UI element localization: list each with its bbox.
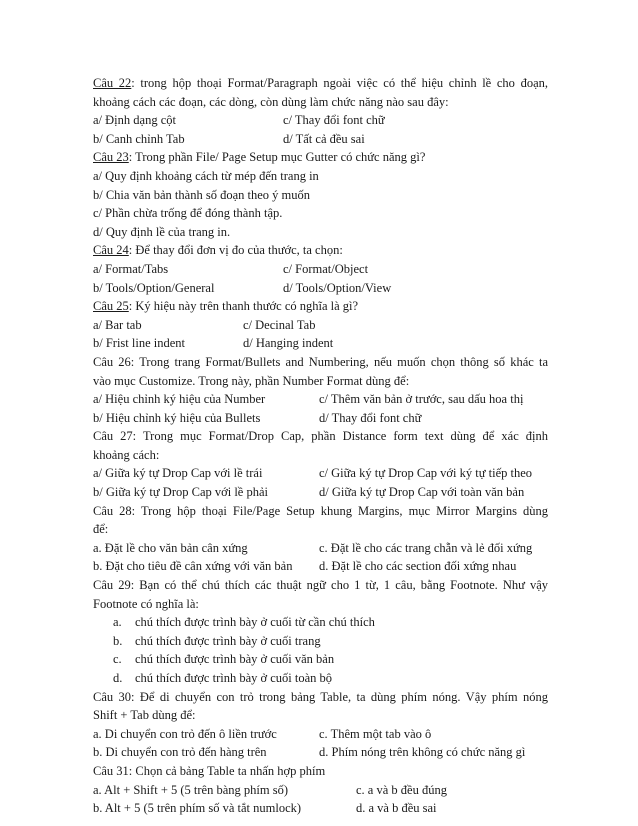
option-b: b. Di chuyển con trỏ đến hàng trên [93, 745, 267, 760]
option-c: c/ Decinal Tab [243, 317, 316, 332]
option-c: c. a và b đều đúng [356, 782, 447, 797]
option-d: d/ Tất cả đều sai [283, 131, 365, 146]
option-b: b/ Giữa ký tự Drop Cap với lề phải [93, 485, 268, 500]
option-a: a. Đặt lề cho văn bản cân xứng [93, 540, 248, 555]
option-b: b/ Canh chỉnh Tab [93, 131, 185, 146]
question-28-line-2: để: [93, 522, 109, 537]
question-23-text: Câu 23: Trong phần File/ Page Setup mục Gutter có chức năng gì? [93, 150, 426, 165]
question-30-options-row-2 [93, 743, 548, 762]
question-28-options-row-2 [93, 557, 548, 576]
question-24-text: Câu 24: Để thay đổi đơn vị đo của thước, ta chọn: [93, 243, 343, 258]
option-c: c/ Format/Object [283, 261, 369, 276]
list-marker: d. [113, 671, 123, 685]
option-d: d. a và b đều sai [356, 801, 437, 816]
question-30-options-row-1 [93, 725, 548, 744]
option-a: a/ Bar tab [93, 317, 142, 332]
question-22-line-2: khoảng cách các đoạn, các dòng, còn dùng làm chức năng nào sau đây: [93, 94, 449, 109]
list-marker: a. [113, 615, 122, 630]
list-marker: c. [113, 652, 122, 667]
option-c: c/ Thêm văn bản ở trước, sau dấu hoa thị [319, 392, 524, 407]
question-29-options-list [93, 613, 548, 687]
question-25-options-row-2 [93, 334, 548, 353]
option-a: a/ Định dạng cột [93, 113, 176, 128]
document-page [93, 74, 548, 818]
option-d: d/ Giữa ký tự Drop Cap với toàn văn bản [319, 485, 525, 500]
question-27-line-1: Câu 27: Trong mục Format/Drop Cap, phần Distance form text dùng để xác định [93, 429, 548, 444]
list-item [113, 650, 548, 669]
question-24-options-row-1 [93, 260, 548, 279]
question-31-options-row-1 [93, 781, 548, 800]
question-30-line-2: Shift + Tab dùng để: [93, 708, 196, 723]
option-a: a. Alt + Shift + 5 (5 trên bàng phím số) [93, 782, 288, 797]
question-27-options-row-2 [93, 483, 548, 502]
list-item [113, 632, 548, 651]
option-b: b/ Frist line indent [93, 336, 186, 351]
option-d: d/ Thay đổi font chữ [319, 410, 422, 425]
option-a: a. Di chuyển con trỏ đến ô liền trước [93, 726, 277, 741]
question-26-options-row-1 [93, 390, 548, 409]
option-c: chú thích được trình bày ở cuối văn bản [135, 652, 335, 667]
option-d: d/ Quy định lề của trang in. [93, 224, 231, 239]
option-d: d/ Hanging indent [243, 336, 334, 351]
option-c: c/ Thay đổi font chữ [283, 113, 385, 128]
question-29-line-2: Footnote có nghĩa là: [93, 596, 199, 611]
question-26-line-1: Câu 26: Trong trang Format/Bullets and Numbering, nếu muốn chọn thông số khác ta [93, 354, 548, 369]
option-c: c/ Giữa ký tự Drop Cap với ký tự tiếp theo [319, 466, 533, 481]
question-25-text: Câu 25: Ký hiệu này trên thanh thước có nghĩa là gì? [93, 299, 359, 314]
question-27-line-2: khoảng cách: [93, 447, 160, 462]
option-a: a/ Hiệu chỉnh ký hiệu của Number [93, 392, 266, 407]
question-24-label: Câu 24 [93, 243, 129, 258]
question-26-line-2: vào mục Customize. Trong này, phần Number Format dùng để: [93, 373, 410, 388]
option-a: chú thích được trình bày ở cuối từ cần chú thích [135, 615, 375, 630]
option-b: chú thích được trình bày ở cuối trang [135, 633, 321, 648]
question-25-options-row-1 [93, 316, 548, 335]
question-24-options-row-2 [93, 279, 548, 298]
question-28-options-row-1 [93, 539, 548, 558]
option-b: b/ Tools/Option/General [93, 280, 215, 295]
option-d: d. Phím nóng trên không có chức năng gì [319, 745, 526, 760]
question-22-options-row-2 [93, 130, 548, 149]
option-b: b. Đặt cho tiêu đề cân xứng với văn bản [93, 559, 293, 574]
question-30-line-1: Câu 30: Để di chuyển con trỏ trong bảng Table, ta dùng phím nóng. Vậy phím nóng [93, 689, 548, 704]
option-c: c. Thêm một tab vào ô [319, 726, 432, 741]
question-22-line-1: Câu 22: trong hộp thoại Format/Paragraph ngoài việc có thể hiệu chỉnh lề cho đoạn, [93, 76, 548, 90]
question-31-options-row-2 [93, 799, 548, 818]
question-28-line-1: Câu 28: Trong hộp thoại File/Page Setup khung Margins, mục Mirror Margins dùng [93, 503, 548, 518]
option-d: d. Đặt lề cho các section đối xứng nhau [319, 559, 517, 574]
question-22-options-row-1 [93, 111, 548, 130]
option-d: chú thích được trình bày ở cuối toàn bộ [135, 671, 333, 685]
question-26-options-row-2 [93, 409, 548, 428]
question-22-label: Câu 22 [93, 76, 132, 90]
list-item [113, 613, 548, 632]
option-c: c/ Phần chừa trống để đóng thành tập. [93, 206, 283, 221]
question-29-line-1: Câu 29: Bạn có thể chú thích các thuật ngữ cho 1 từ, 1 câu, bằng Footnote. Như vậy [93, 578, 548, 593]
option-a: a/ Format/Tabs [93, 261, 169, 276]
option-a: a/ Giữa ký tự Drop Cap với lề trái [93, 466, 263, 481]
question-27-options-row-1 [93, 464, 548, 483]
question-31-text: Câu 31: Chọn cả bảng Table ta nhấn hợp phím [93, 763, 326, 778]
list-item [113, 669, 548, 688]
option-a: a/ Quy định khoảng cách từ mép đến trang in [93, 168, 319, 183]
option-d: d/ Tools/Option/View [283, 280, 392, 295]
list-marker: b. [113, 633, 123, 648]
option-c: c. Đặt lề cho các trang chẵn và lẻ đối xứng [319, 540, 533, 555]
option-b: b. Alt + 5 (5 trên phím số và tắt numlock) [93, 801, 302, 816]
option-b: b/ Chia văn bản thành số đoạn theo ý muốn [93, 187, 310, 202]
question-25-label: Câu 25 [93, 299, 129, 314]
option-b: b/ Hiệu chỉnh ký hiệu của Bullets [93, 410, 261, 425]
question-23-label: Câu 23 [93, 150, 129, 165]
